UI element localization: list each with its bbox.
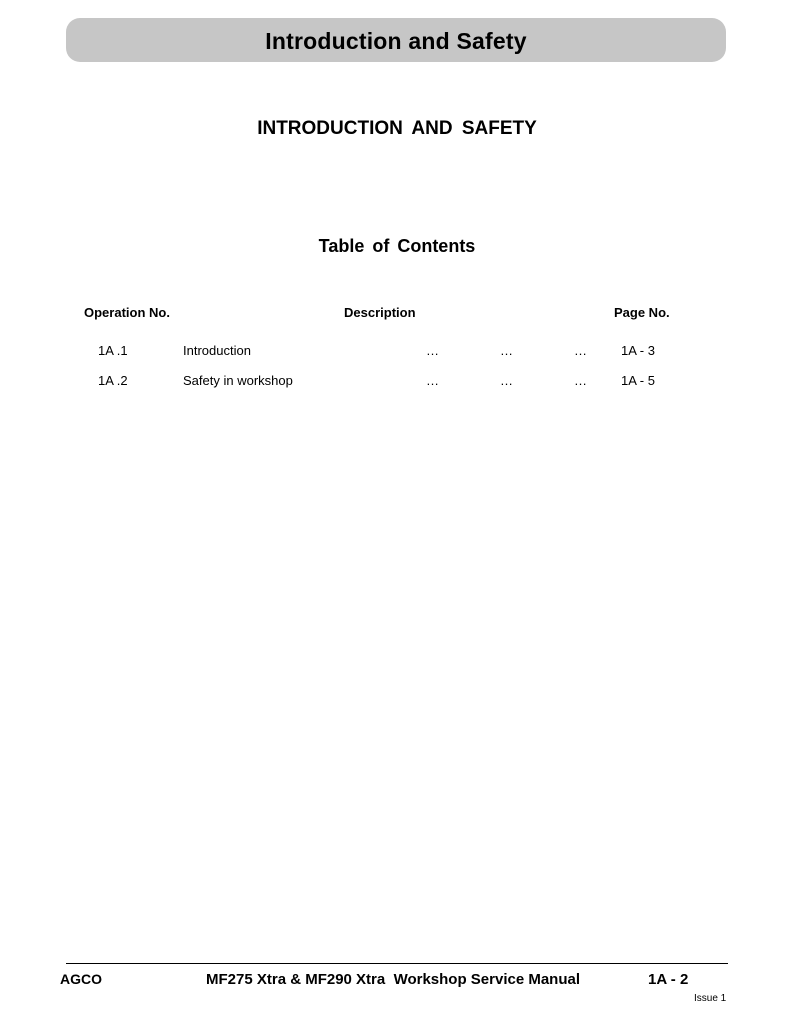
toc-row-description: Safety in workshop: [183, 373, 293, 388]
column-header-description: Description: [344, 305, 416, 320]
footer-manual-title: MF275 Xtra & MF290 Xtra Workshop Service Manual: [206, 971, 581, 988]
toc-row-operation: 1A .1: [98, 343, 128, 358]
toc-row-leader: …: [426, 343, 439, 358]
footer-brand: AGCO: [60, 971, 102, 987]
toc-row-description: Introduction: [183, 343, 251, 358]
toc-row-page: 1A - 3: [621, 343, 655, 358]
toc-row: [0, 343, 794, 361]
page-title: INTRODUCTION AND SAFETY: [257, 118, 537, 139]
footer-divider: [66, 963, 728, 964]
toc-row-leader: …: [500, 343, 513, 358]
column-header-operation: Operation No.: [84, 305, 170, 320]
footer-page-number: 1A - 2: [648, 971, 689, 988]
header-title: Introduction and Safety: [265, 27, 527, 54]
toc-row-leader: …: [426, 373, 439, 388]
footer-issue: Issue 1: [694, 993, 727, 1004]
toc-row-operation: 1A .2: [98, 373, 128, 388]
toc-row-leader: …: [500, 373, 513, 388]
toc-heading: Table of Contents: [318, 236, 476, 256]
toc-row-page: 1A - 5: [621, 373, 655, 388]
toc-row-leader: …: [574, 373, 587, 388]
header-bar: [66, 18, 726, 62]
column-header-page: Page No.: [614, 305, 670, 320]
toc-row: [0, 373, 794, 391]
toc-row-leader: …: [574, 343, 587, 358]
